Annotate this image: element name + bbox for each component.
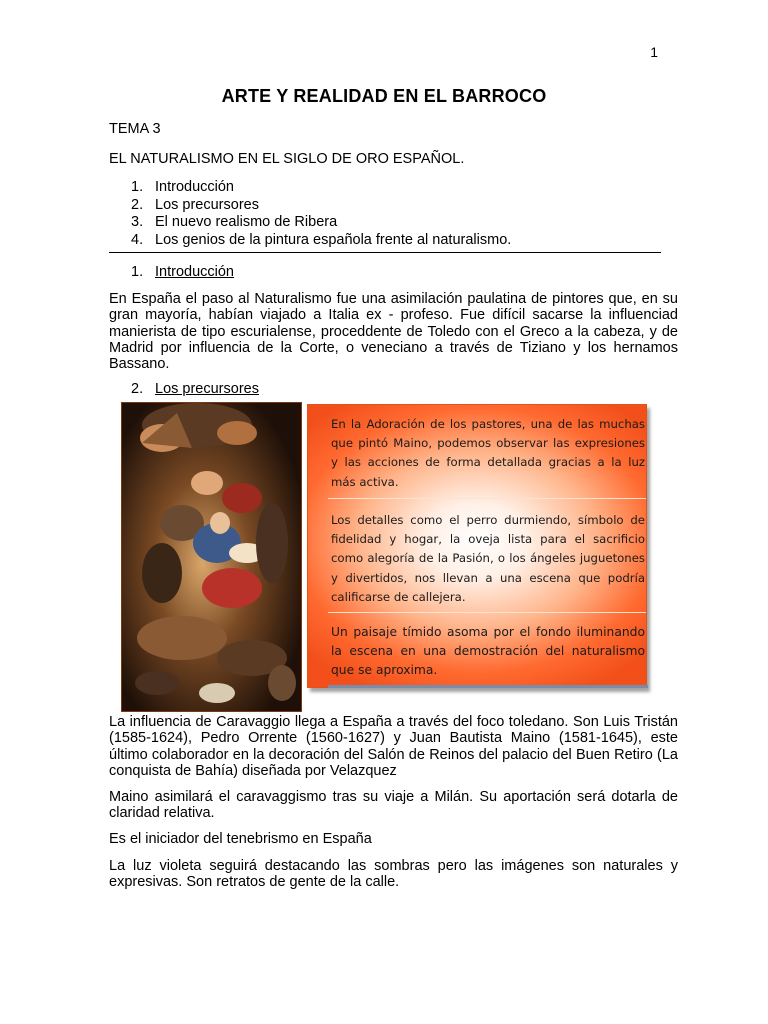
chapter-subtitle: EL NATURALISMO EN EL SIGLO DE ORO ESPAÑOL. xyxy=(109,151,465,167)
description-paragraph-1: En la Adoración de los pastores, una de las muchas que pintó Maino, podemos observar las expresiones y las acciones de forma detallada gracias a la luz más activa. xyxy=(331,417,645,489)
page-title: ARTE Y REALIDAD EN EL BARROCO xyxy=(221,86,547,106)
box-divider xyxy=(328,498,646,499)
painting-description-box xyxy=(307,404,647,688)
toc-item: 4. Los genios de la pintura española frente al naturalismo. xyxy=(131,231,512,248)
description-paragraph-3: Un paisaje tímido asoma por el fondo iluminando la escena en una demostración del naturalismo que se aproxima. xyxy=(331,625,645,678)
body-paragraph: Maino asimilará el caravaggismo tras su viaje a Milán. Su aportación será dotarla de claridad relativa. xyxy=(109,789,678,822)
section-heading-introduccion: 1. Introducción xyxy=(131,264,234,280)
body-paragraph: Es el iniciador del tenebrismo en España xyxy=(109,831,372,847)
body-paragraph: La luz violeta seguirá destacando las sombras pero las imágenes son naturales y expresivas. Son retratos de gente de la calle. xyxy=(109,858,678,891)
tema-label: TEMA 3 xyxy=(109,121,161,137)
box-divider xyxy=(328,612,646,613)
toc-item: 2. Los precursores xyxy=(131,196,259,213)
painting-adoration-shepherds-image xyxy=(121,402,302,712)
box-bottom-border xyxy=(328,685,648,688)
table-of-contents xyxy=(109,179,661,249)
description-paragraph-2: Los detalles como el perro durmiendo, símbolo de fidelidad y hogar, la oveja lista para el sacrificio como alegoría de la Pasión, o los ángeles juguetones y divertidos, nos llevan a una escena que podría calificarse de callejera. xyxy=(331,513,645,604)
divider-line xyxy=(109,252,661,253)
body-paragraph: La influencia de Caravaggio llega a España a través del foco toledano. Son Luis Tristán (1585-1624), Pedro Orrente (1560-1627) y Juan Bautista Maino (1581-1645), este último colaborador en la decoración del Salón de Reinos del palacio del Buen Retiro (La conquista de Bahía) diseñada por Velazquez xyxy=(109,714,678,779)
toc-item: 1. Introducción xyxy=(131,179,234,195)
page-number: 1 xyxy=(650,44,658,60)
intro-paragraph: En España el paso al Naturalismo fue una asimilación paulatina de pintores que, en su gran mayoría, habían viajado a Italia ex - profeso. Fue difícil sacarse la influenciad manierista de tipo escurialense, proceddente de Toledo con el Greco a la cabeza, y de Madrid por influencia de la Corte, o veneciano a través de Tiziano y los hernamos Bassano. xyxy=(109,291,678,373)
section-heading-precursores: 2. Los precursores xyxy=(131,381,259,397)
toc-item: 3. El nuevo realismo de Ribera xyxy=(131,214,338,230)
painting-icon xyxy=(122,403,301,711)
